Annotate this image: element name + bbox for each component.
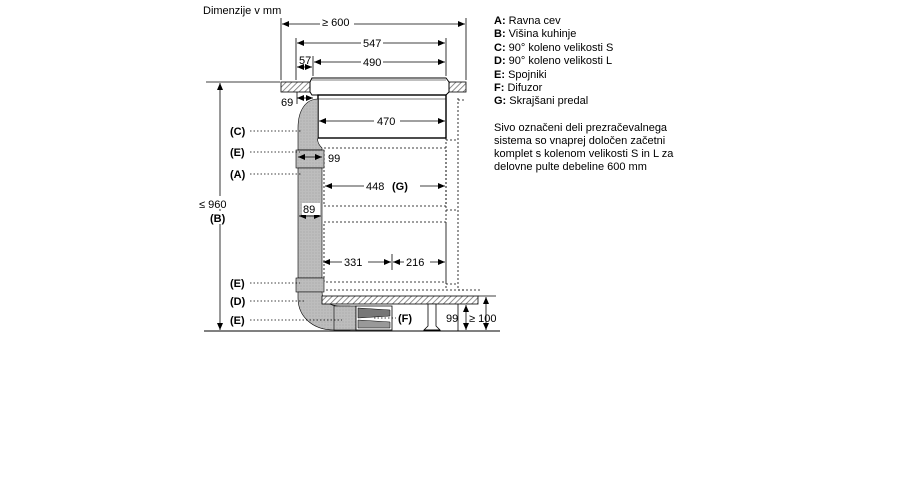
dim-height-min: ≥ 100 [469, 313, 497, 325]
straight-duct-a [298, 168, 322, 278]
dim-490: 490 [363, 57, 382, 69]
legend-item: D: 90° koleno velikosti L [494, 55, 613, 68]
legend-item: B: Višina kuhinje [494, 28, 577, 41]
legend-item: A: Ravna cev [494, 15, 561, 27]
callout-c: (C) [230, 126, 246, 138]
legend-item: E: Spojniki [494, 68, 547, 81]
dim-57: 57 [299, 55, 312, 67]
worktop-left [281, 82, 313, 92]
dim-547: 547 [363, 38, 382, 50]
plinth-board [322, 296, 478, 304]
dim-overall-width: ≥ 600 [322, 17, 350, 29]
dim-216: 216 [406, 257, 425, 269]
gray-parts-note: Sivo označeni deli prezračevalnega sistema so vnaprej določen začetni komplet s kolenom velikosti S in L za delovne pulte debeline 600 mm [494, 122, 674, 173]
connector-e3 [334, 306, 356, 330]
dim-69: 69 [281, 97, 294, 109]
connector-e1 [296, 150, 324, 168]
dim-99-bottom: 99 [446, 313, 459, 325]
dim-99-top: 99 [328, 153, 341, 165]
dim-448: 448 [366, 181, 385, 193]
legend-item: G: Skrajšani predal [494, 95, 589, 108]
dim-height-max: ≤ 960 [199, 199, 227, 211]
callout-f: (F) [398, 313, 413, 325]
legend-item: F: Difuzor [494, 82, 543, 95]
connector-e2 [296, 278, 324, 292]
callout-a: (A) [230, 169, 246, 181]
legend [494, 15, 613, 109]
dim-89: 89 [303, 204, 316, 216]
callout-d: (D) [230, 296, 246, 308]
dim-331: 331 [344, 257, 363, 269]
legend-item: C: 90° koleno velikosti S [494, 41, 614, 54]
callout-e3: (E) [230, 315, 245, 327]
callout-g: (G) [392, 181, 408, 193]
callout-b: (B) [210, 213, 226, 225]
cooktop-glass [310, 78, 449, 95]
dim-470: 470 [377, 116, 396, 128]
diagram-title: Dimenzije v mm [203, 5, 282, 17]
callout-e1: (E) [230, 147, 245, 159]
callout-e2: (E) [230, 278, 245, 290]
cabinet-leg [424, 304, 440, 330]
dimension-lines [206, 18, 496, 331]
